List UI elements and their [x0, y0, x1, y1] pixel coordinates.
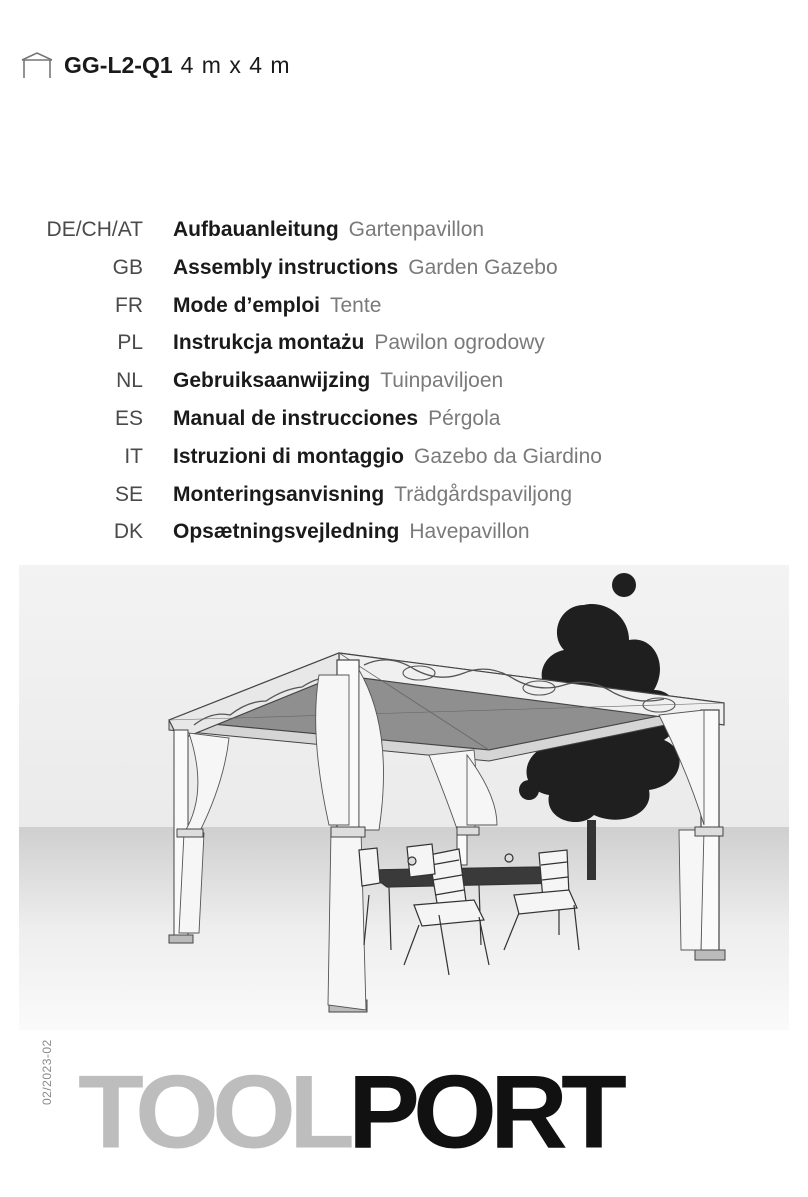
- title-text: Aufbauanleitung: [173, 218, 339, 241]
- language-row: [0, 218, 808, 256]
- language-list: [0, 218, 808, 558]
- title-text: Opsætningsvejledning: [173, 520, 400, 544]
- subtitle-text: Havepavillon: [409, 520, 530, 544]
- subtitle-text: Garden Gazebo: [408, 255, 558, 279]
- title-text: Assembly instructions: [173, 255, 399, 279]
- language-code: DK: [113, 520, 143, 544]
- brand-logo-part1: TOOL: [78, 1053, 349, 1170]
- subtitle-text: Pérgola: [428, 406, 501, 430]
- title-text: Istruzioni di montaggio: [173, 444, 404, 468]
- language-row: [0, 294, 808, 332]
- language-code: NL: [116, 369, 143, 393]
- brand-logo-part2: PORT: [348, 1053, 621, 1170]
- title-text: Mode d’emploi: [173, 293, 320, 317]
- language-code: FR: [115, 293, 143, 317]
- gazebo-illustration: [19, 565, 789, 1030]
- language-row: [0, 520, 808, 558]
- language-title: [173, 256, 558, 280]
- language-code: SE: [114, 482, 143, 506]
- header: [20, 44, 291, 86]
- model-number: GG-L2-Q1: [64, 51, 173, 78]
- language-title: [173, 331, 545, 355]
- language-code: DE/CH/AT: [46, 218, 143, 241]
- language-code: PL: [117, 331, 143, 355]
- language-title: [173, 520, 530, 544]
- brand-logo: [78, 1053, 621, 1170]
- gazebo-outline-icon: [20, 50, 54, 80]
- title-text: Manual de instrucciones: [173, 406, 419, 430]
- language-code: GB: [112, 255, 143, 279]
- subtitle-text: Tuinpaviljoen: [380, 369, 504, 393]
- subtitle-text: Pawilon ogrodowy: [374, 331, 545, 355]
- language-row: [0, 407, 808, 445]
- language-title: [173, 483, 572, 507]
- title-text: Instrukcja montażu: [173, 331, 365, 355]
- language-code: IT: [124, 444, 143, 468]
- model-size: 4 m x 4 m: [180, 51, 291, 78]
- language-row: [0, 369, 808, 407]
- language-title: [173, 407, 500, 431]
- language-row: [0, 256, 808, 294]
- language-row: [0, 331, 808, 369]
- language-title: [173, 218, 484, 242]
- subtitle-text: Gazebo da Giardino: [413, 444, 602, 468]
- subtitle-text: Trädgårdspaviljong: [394, 482, 573, 506]
- subtitle-text: Tente: [330, 293, 382, 317]
- language-row: [0, 445, 808, 483]
- language-title: [173, 369, 503, 393]
- title-text: Gebruiksaanwijzing: [173, 369, 371, 393]
- language-title: [173, 294, 381, 318]
- date-code: 02/2023-02: [40, 1039, 54, 1105]
- ground-plane: [19, 827, 789, 1030]
- language-row: [0, 483, 808, 521]
- language-code: ES: [114, 406, 143, 430]
- title-text: Monteringsanvisning: [173, 482, 385, 506]
- language-title: [173, 445, 602, 469]
- subtitle-text: Gartenpavillon: [348, 218, 485, 241]
